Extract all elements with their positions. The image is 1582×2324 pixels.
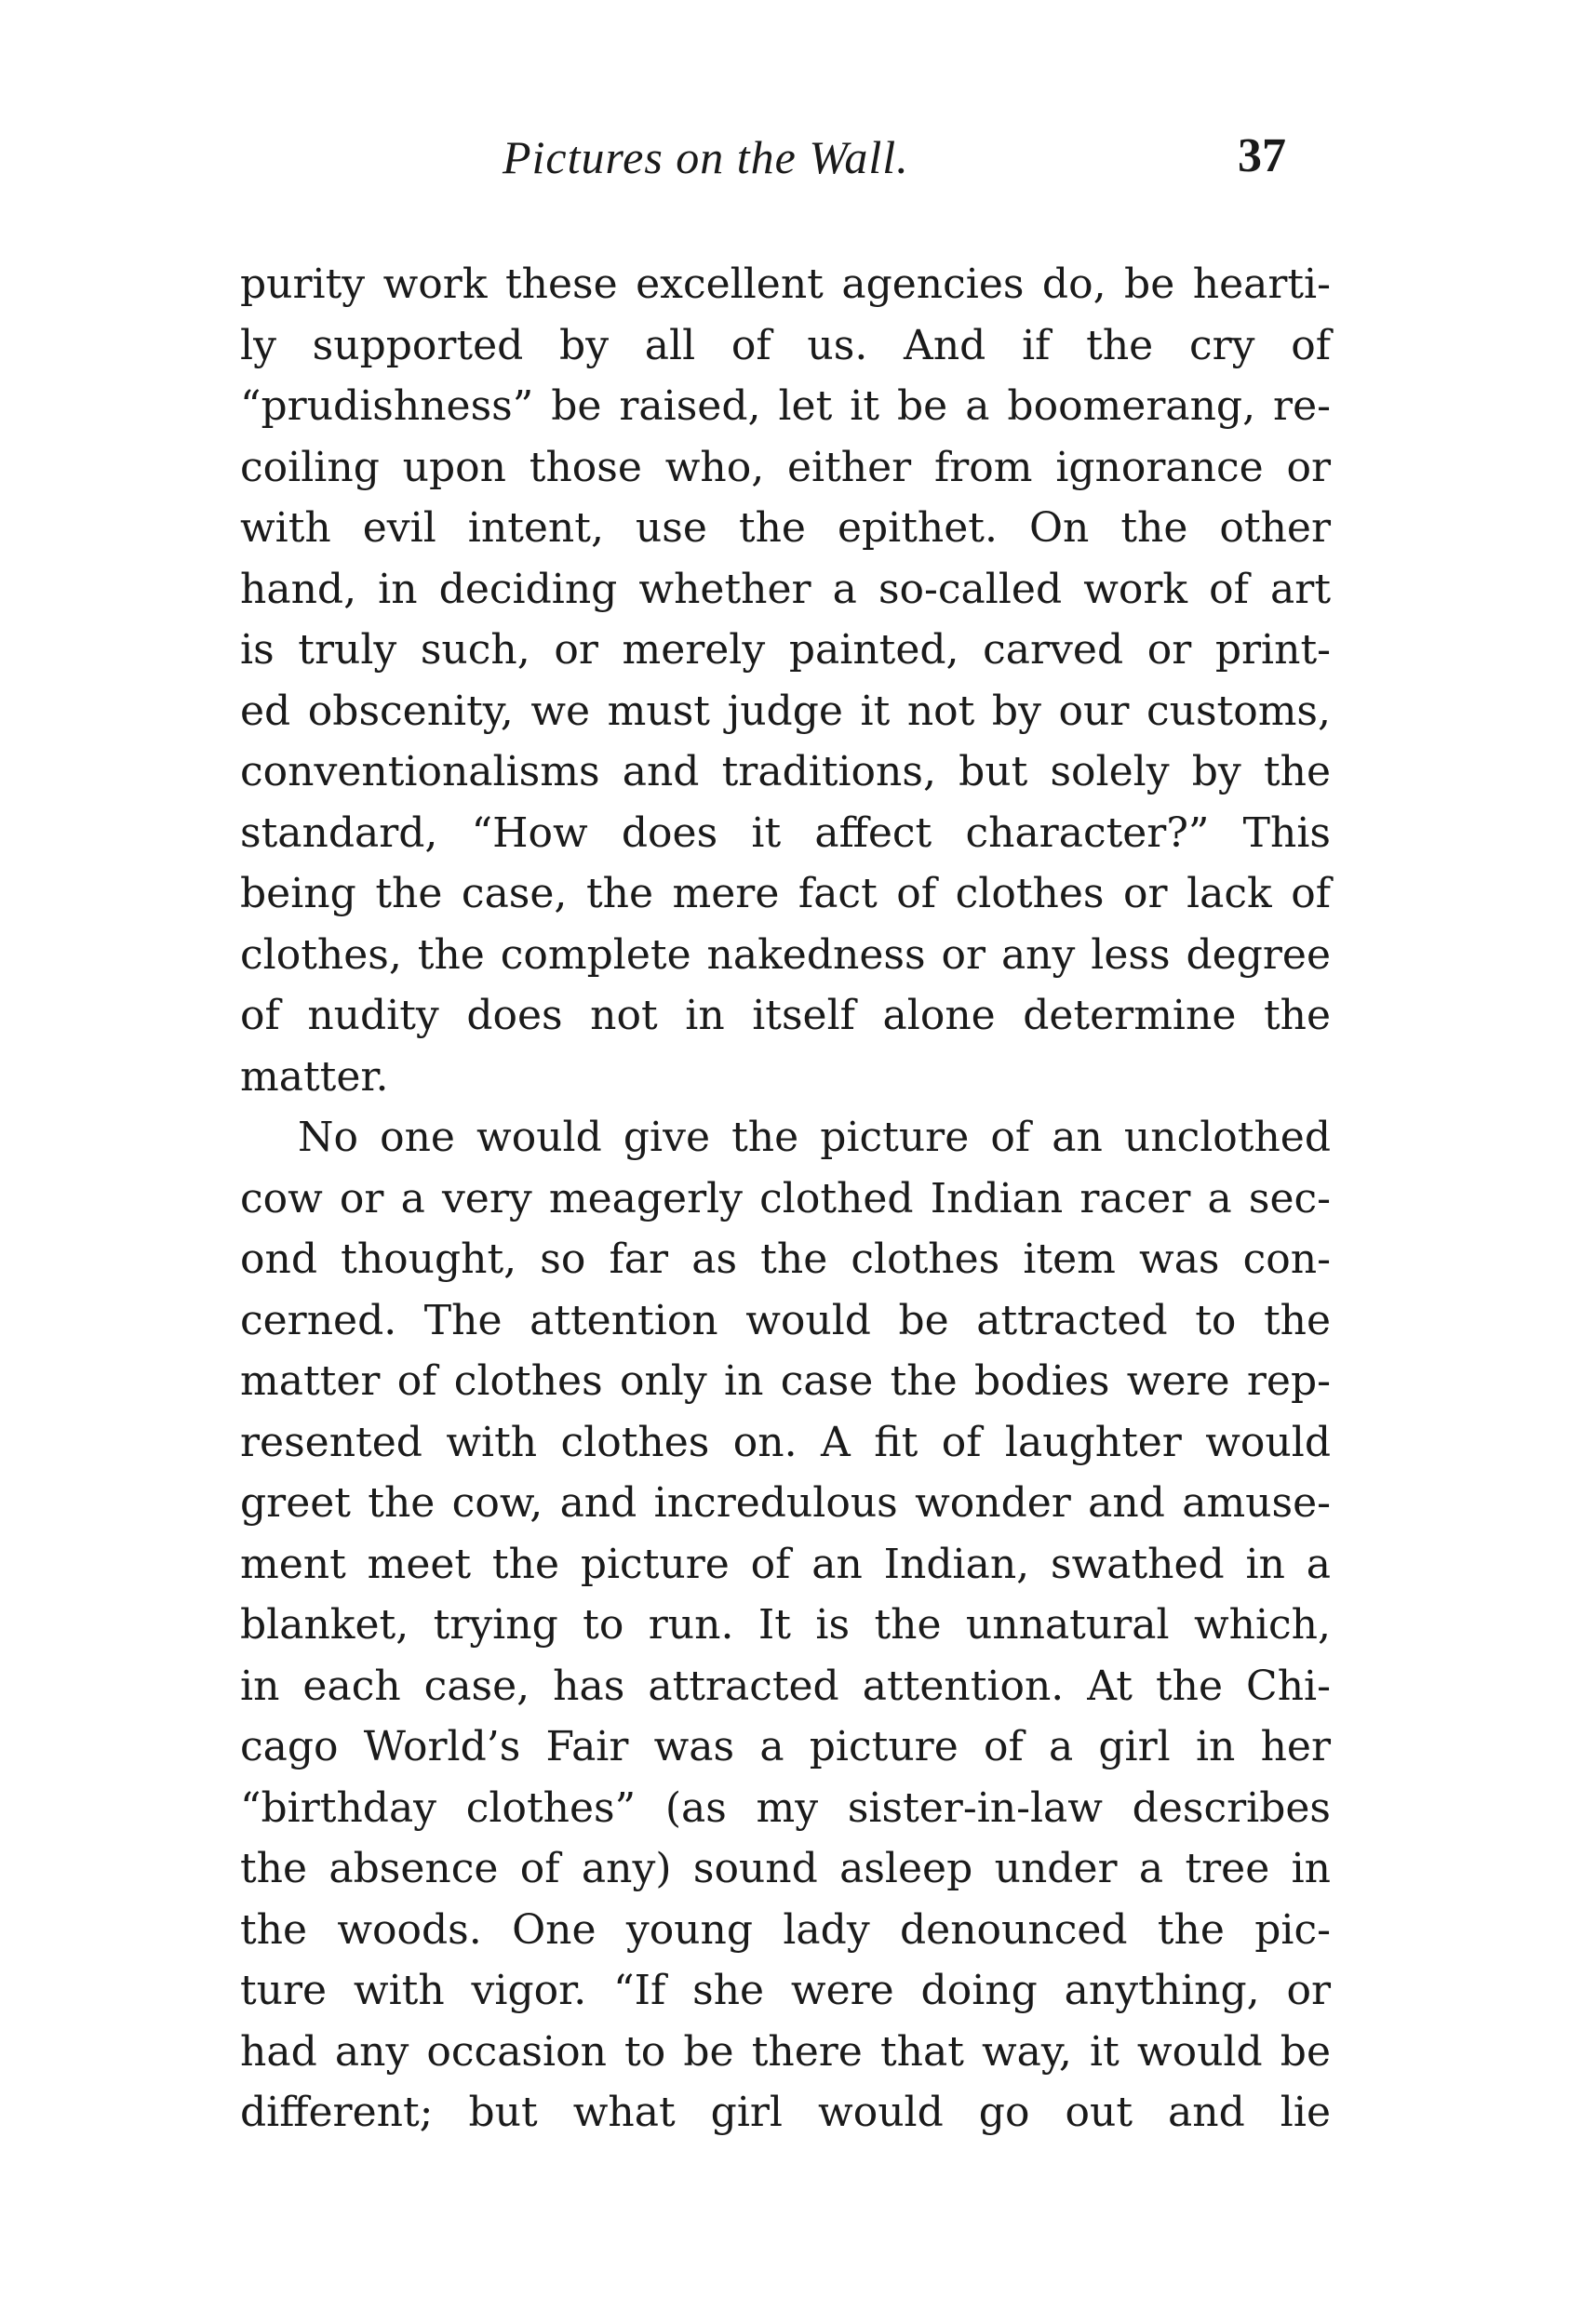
text-line: cerned. The attention would be attracted to the bbox=[240, 1296, 1331, 1344]
text-line: ly supported by all of us. And if the cry of bbox=[240, 321, 1331, 369]
text-line: in each case, has attracted attention. At the Chi- bbox=[240, 1662, 1331, 1710]
text-line: “birthday clothes” (as my sister-in-law describes bbox=[240, 1783, 1331, 1832]
text-line: different; but what girl would go out and lie bbox=[240, 2089, 1331, 2136]
text-line: standard, “How does it affect character?” This bbox=[240, 808, 1331, 857]
text-line: is truly such, or merely painted, carved or print- bbox=[240, 626, 1331, 674]
text-line: being the case, the mere fact of clothes or lack of bbox=[240, 870, 1331, 917]
text-line: blanket, trying to run. It is the unnatural which, bbox=[240, 1601, 1331, 1649]
text-line: matter of clothes only in case the bodies were rep- bbox=[240, 1357, 1331, 1405]
text-line: ture with vigor. “If she were doing anything, or bbox=[240, 1967, 1331, 2014]
text-line: ond thought, so far as the clothes item was con- bbox=[240, 1235, 1331, 1283]
text-line: had any occasion to be there that way, it would be bbox=[240, 2027, 1331, 2076]
text-line: of nudity does not in itself alone determine the bbox=[240, 992, 1331, 1039]
text-line: conventionalisms and traditions, but solely by the bbox=[240, 748, 1331, 795]
text-line: No one would give the picture of an unclothed bbox=[298, 1114, 1331, 1161]
body-text bbox=[240, 254, 1331, 2144]
running-title: Pictures on the Wall. bbox=[503, 131, 909, 183]
paragraph-1 bbox=[240, 254, 1331, 1107]
text-line: “prudishness” be raised, let it be a boomerang, re- bbox=[240, 382, 1331, 430]
text-line: resented with clothes on. A fit of laughter would bbox=[240, 1418, 1331, 1466]
text-line: ment meet the picture of an Indian, swathed in a bbox=[240, 1540, 1331, 1588]
text-line: greet the cow, and incredulous wonder and amuse- bbox=[240, 1479, 1331, 1527]
text-line: with evil intent, use the epithet. On the other bbox=[240, 504, 1331, 552]
text-line: the absence of any) sound asleep under a tree in bbox=[240, 1845, 1331, 1892]
text-line: the woods. One young lady denounced the pic- bbox=[240, 1905, 1331, 1954]
page-number: 37 bbox=[1238, 129, 1286, 182]
text-line: cow or a very meagerly clothed Indian racer a sec- bbox=[240, 1174, 1331, 1222]
text-line: clothes, the complete nakedness or any less degree bbox=[240, 930, 1331, 979]
text-line: ed obscenity, we must judge it not by our customs, bbox=[240, 687, 1331, 735]
text-line: purity work these excellent agencies do, be hearti- bbox=[240, 260, 1331, 308]
text-line: cago World’s Fair was a picture of a girl in her bbox=[240, 1723, 1331, 1770]
text-line: coiling upon those who, either from ignorance or bbox=[240, 443, 1331, 491]
text-line: matter. bbox=[240, 1052, 389, 1101]
paragraph-2 bbox=[240, 1107, 1331, 2144]
text-line: hand, in deciding whether a so-called work of art bbox=[240, 565, 1331, 613]
